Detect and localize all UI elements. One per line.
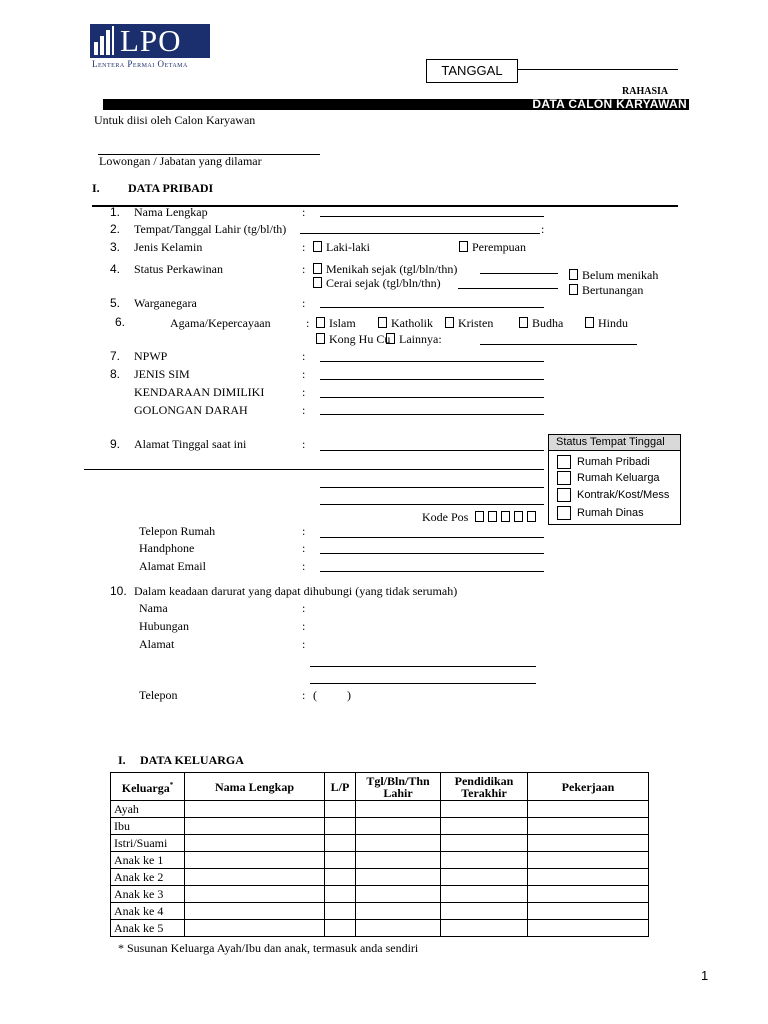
digit-box-icon[interactable] xyxy=(527,511,536,522)
lainnya-input[interactable] xyxy=(480,344,637,345)
colon: : xyxy=(302,559,306,573)
kode-pos-text: Kode Pos xyxy=(422,510,469,524)
table-cell[interactable] xyxy=(528,886,649,903)
option-label: Belum menikah xyxy=(582,268,659,282)
page-number: 1 xyxy=(701,968,709,983)
checkbox-icon[interactable] xyxy=(378,317,387,328)
colon: : xyxy=(302,262,306,276)
row-label: Anak ke 1 xyxy=(111,852,185,869)
table-cell[interactable] xyxy=(441,903,528,920)
kode-pos-boxes[interactable] xyxy=(475,510,540,524)
row-label: Anak ke 2 xyxy=(111,869,185,886)
table-cell[interactable] xyxy=(325,903,356,920)
table-cell[interactable] xyxy=(185,903,325,920)
table-cell[interactable] xyxy=(528,920,649,937)
field-label: Alamat Tinggal saat ini xyxy=(134,437,247,451)
field-label: Jenis Kelamin xyxy=(134,240,203,254)
table-cell[interactable] xyxy=(441,801,528,818)
perempuan-option[interactable] xyxy=(459,240,526,255)
colon: : xyxy=(302,541,306,555)
row-label: Anak ke 5 xyxy=(111,920,185,937)
checkbox-icon[interactable] xyxy=(569,269,578,280)
golongan-darah-input[interactable] xyxy=(320,414,544,415)
table-cell[interactable] xyxy=(528,852,649,869)
field-number: 3. xyxy=(110,240,121,254)
field-label: KENDARAAN DIMILIKI xyxy=(134,385,265,399)
field-number: 1. xyxy=(110,205,121,219)
darurat-telepon-input[interactable]: ( ) xyxy=(313,688,351,702)
rahasia-label: RAHASIA xyxy=(622,86,669,97)
column-header: Pekerjaan xyxy=(528,773,649,801)
lainnya-option[interactable] xyxy=(386,332,442,347)
alamat-input-3[interactable] xyxy=(320,487,544,488)
table-row xyxy=(111,869,649,886)
colon: : xyxy=(302,688,306,702)
hindu-option[interactable] xyxy=(585,316,628,331)
digit-box-icon[interactable] xyxy=(488,511,497,522)
email-input[interactable] xyxy=(320,571,544,572)
option-label: Lainnya: xyxy=(399,332,442,346)
column-header: Nama Lengkap xyxy=(185,773,325,801)
alamat-input-2[interactable] xyxy=(84,469,544,470)
field-label: Handphone xyxy=(139,541,195,555)
status-option: Rumah Pribadi xyxy=(577,456,650,468)
table-cell[interactable] xyxy=(528,835,649,852)
table-row xyxy=(111,903,649,920)
colon: : xyxy=(302,637,306,651)
row-label: Anak ke 3 xyxy=(111,886,185,903)
checkbox-icon[interactable] xyxy=(313,277,322,288)
checkbox-icon[interactable] xyxy=(585,317,594,328)
field-label: Tempat/Tanggal Lahir (tg/bl/th) xyxy=(134,222,287,236)
table-cell[interactable] xyxy=(356,852,441,869)
table-cell[interactable] xyxy=(185,869,325,886)
filled-by-note: Untuk diisi oleh Calon Karyawan xyxy=(94,113,256,127)
field-label: Nama Lengkap xyxy=(134,205,208,219)
status-tempat-tinggal-box xyxy=(548,434,681,525)
digit-box-icon[interactable] xyxy=(514,511,523,522)
tanggal-line[interactable] xyxy=(518,69,678,70)
table-cell[interactable] xyxy=(528,801,649,818)
colon: : xyxy=(302,601,306,615)
option-label: Kristen xyxy=(458,316,494,330)
checkbox-icon[interactable] xyxy=(313,241,322,252)
table-cell[interactable] xyxy=(325,801,356,818)
field-label: Alamat Email xyxy=(139,559,206,573)
row-label: Ibu xyxy=(111,818,185,835)
logo-text: LPO xyxy=(120,23,182,58)
table-cell[interactable] xyxy=(325,852,356,869)
checkbox-icon[interactable] xyxy=(557,455,571,469)
table-header-row xyxy=(111,773,649,801)
section-title: DATA PRIBADI xyxy=(128,181,214,195)
table-row xyxy=(111,886,649,903)
telepon-rumah-input[interactable] xyxy=(320,537,544,538)
colon: : xyxy=(302,367,306,381)
checkbox-icon[interactable] xyxy=(316,333,325,344)
table-cell[interactable] xyxy=(325,869,356,886)
colon: : xyxy=(302,619,306,633)
field-number: 5. xyxy=(110,296,121,310)
company-name: Lentera Permai Oetama xyxy=(92,59,188,69)
option-label: Budha xyxy=(532,316,564,330)
status-box-title-text: Status Tempat Tinggal xyxy=(556,436,665,448)
table-cell[interactable] xyxy=(325,920,356,937)
option-label: Katholik xyxy=(391,316,433,330)
option-label: Perempuan xyxy=(472,240,526,254)
option-label: Menikah sejak (tgl/bln/thn) xyxy=(326,262,458,276)
checkbox-icon[interactable] xyxy=(557,488,571,502)
cerai-date-input[interactable] xyxy=(458,288,558,289)
table-row xyxy=(111,801,649,818)
column-header xyxy=(111,773,185,801)
menikah-date-input[interactable] xyxy=(480,273,558,274)
status-option: Rumah Keluarga xyxy=(577,472,660,484)
katholik-option[interactable] xyxy=(378,316,433,331)
option-label: Laki-laki xyxy=(326,240,370,254)
islam-option[interactable] xyxy=(316,316,356,331)
table-cell[interactable] xyxy=(325,818,356,835)
checkbox-icon[interactable] xyxy=(313,263,322,274)
sim-input[interactable] xyxy=(320,379,544,380)
field-number: 4. xyxy=(110,262,121,276)
option-label: Cerai sejak (tgl/bln/thn) xyxy=(326,276,441,290)
status-option: Rumah Dinas xyxy=(577,507,644,519)
table-row xyxy=(111,852,649,869)
position-label: Lowongan / Jabatan yang dilamar xyxy=(99,154,262,168)
checkbox-icon[interactable] xyxy=(557,506,571,520)
column-header: Pendidikan Terakhir xyxy=(441,773,528,801)
checkbox-icon[interactable] xyxy=(386,333,395,344)
option-label: Hindu xyxy=(598,316,628,330)
company-logo xyxy=(90,24,210,68)
table-cell[interactable] xyxy=(441,920,528,937)
checkbox-icon[interactable] xyxy=(316,317,325,328)
digit-box-icon[interactable] xyxy=(501,511,510,522)
checkbox-icon[interactable] xyxy=(569,284,578,295)
column-header: Tgl/Bln/Thn Lahir xyxy=(356,773,441,801)
title-bar xyxy=(103,99,689,110)
table-row xyxy=(111,920,649,937)
family-table xyxy=(110,772,649,937)
table-cell[interactable] xyxy=(528,869,649,886)
nama-lengkap-input[interactable] xyxy=(320,216,544,217)
table-cell[interactable] xyxy=(441,852,528,869)
warganegara-input[interactable] xyxy=(320,307,544,308)
colon: : xyxy=(302,205,306,219)
darurat-alamat-input-2[interactable] xyxy=(310,683,536,684)
field-number: 8. xyxy=(110,367,121,381)
section-title: DATA KELUARGA xyxy=(140,753,244,767)
kode-pos-label xyxy=(422,510,540,525)
table-cell[interactable] xyxy=(441,818,528,835)
colon: : xyxy=(302,296,306,310)
table-cell[interactable] xyxy=(185,920,325,937)
column-header-text: Keluarga xyxy=(121,781,170,795)
colon: : xyxy=(302,524,306,538)
option-label: Bertunangan xyxy=(582,283,644,297)
field-label: Telepon xyxy=(139,688,178,702)
table-cell[interactable] xyxy=(528,818,649,835)
table-cell[interactable] xyxy=(356,903,441,920)
table-row xyxy=(111,835,649,852)
cerai-option[interactable] xyxy=(313,276,441,291)
table-cell[interactable] xyxy=(356,886,441,903)
colon: : xyxy=(302,437,306,451)
budha-option[interactable] xyxy=(519,316,563,331)
section-number: I. xyxy=(118,753,126,767)
colon: : xyxy=(302,240,306,254)
field-label: GOLONGAN DARAH xyxy=(134,403,248,417)
field-label: Alamat xyxy=(139,637,175,651)
laki-laki-option[interactable] xyxy=(313,240,370,255)
field-label: Telepon Rumah xyxy=(139,524,216,538)
table-cell[interactable] xyxy=(185,801,325,818)
table-cell[interactable] xyxy=(356,835,441,852)
checkbox-icon[interactable] xyxy=(557,471,571,485)
ttl-input[interactable] xyxy=(300,233,540,234)
belum-menikah-option[interactable] xyxy=(569,268,658,283)
table-cell[interactable] xyxy=(441,869,528,886)
bertunangan-option[interactable] xyxy=(569,283,643,298)
field-number: 9. xyxy=(110,437,121,451)
table-cell[interactable] xyxy=(185,852,325,869)
table-cell[interactable] xyxy=(528,903,649,920)
table-cell[interactable] xyxy=(356,920,441,937)
handphone-input[interactable] xyxy=(320,553,544,554)
kendaraan-input[interactable] xyxy=(320,397,544,398)
table-cell[interactable] xyxy=(325,886,356,903)
table-cell[interactable] xyxy=(185,886,325,903)
asterisk: * xyxy=(169,781,174,789)
checkbox-icon[interactable] xyxy=(519,317,528,328)
field-label: Status Perkawinan xyxy=(134,262,223,276)
darurat-alamat-input-1[interactable] xyxy=(310,666,536,667)
colon: : xyxy=(302,349,306,363)
table-cell[interactable] xyxy=(356,818,441,835)
field-label: Hubungan xyxy=(139,619,189,633)
menikah-option[interactable] xyxy=(313,262,457,277)
table-cell[interactable] xyxy=(356,801,441,818)
table-row xyxy=(111,818,649,835)
field-number: 7. xyxy=(110,349,121,363)
field-label: Agama/Kepercayaan xyxy=(170,316,271,330)
colon: : xyxy=(302,385,306,399)
form-title: DATA CALON KARYAWAN xyxy=(532,97,687,111)
konghucu-option[interactable] xyxy=(316,332,390,347)
colon: : xyxy=(541,222,545,236)
npwp-input[interactable] xyxy=(320,361,544,362)
field-label: NPWP xyxy=(134,349,168,363)
table-cell[interactable] xyxy=(356,869,441,886)
table-cell[interactable] xyxy=(185,835,325,852)
colon: : xyxy=(302,403,306,417)
field-number: 10. xyxy=(110,584,127,598)
table-cell[interactable] xyxy=(185,818,325,835)
kristen-option[interactable] xyxy=(445,316,493,331)
colon: : xyxy=(306,316,310,330)
field-number: 2. xyxy=(110,222,121,236)
table-cell[interactable] xyxy=(325,835,356,852)
checkbox-icon[interactable] xyxy=(459,241,468,252)
table-footnote: * Susunan Keluarga Ayah/Ibu dan anak, termasuk anda sendiri xyxy=(118,941,419,955)
alamat-input-1[interactable] xyxy=(320,450,544,451)
row-label: Istri/Suami xyxy=(111,835,185,852)
row-label: Anak ke 4 xyxy=(111,903,185,920)
status-box-title xyxy=(549,435,680,451)
field-number: 6. xyxy=(115,315,126,329)
alamat-input-4[interactable] xyxy=(320,504,544,505)
table-cell[interactable] xyxy=(441,835,528,852)
field-label: Dalam keadaan darurat yang dapat dihubungi (yang tidak serumah) xyxy=(134,584,458,598)
column-header: L/P xyxy=(325,773,356,801)
field-label: Nama xyxy=(139,601,168,615)
field-label: Warganegara xyxy=(134,296,197,310)
tanggal-box xyxy=(426,59,518,83)
table-cell[interactable] xyxy=(441,886,528,903)
tanggal-label: TANGGAL xyxy=(441,63,503,78)
section-number: I. xyxy=(92,181,100,195)
checkbox-icon[interactable] xyxy=(445,317,454,328)
row-label: Ayah xyxy=(111,801,185,818)
digit-box-icon[interactable] xyxy=(475,511,484,522)
option-label: Islam xyxy=(329,316,356,330)
field-label: JENIS SIM xyxy=(134,367,190,381)
status-option: Kontrak/Kost/Mess xyxy=(577,489,670,501)
option-label: Kong Hu Cu xyxy=(329,332,391,346)
